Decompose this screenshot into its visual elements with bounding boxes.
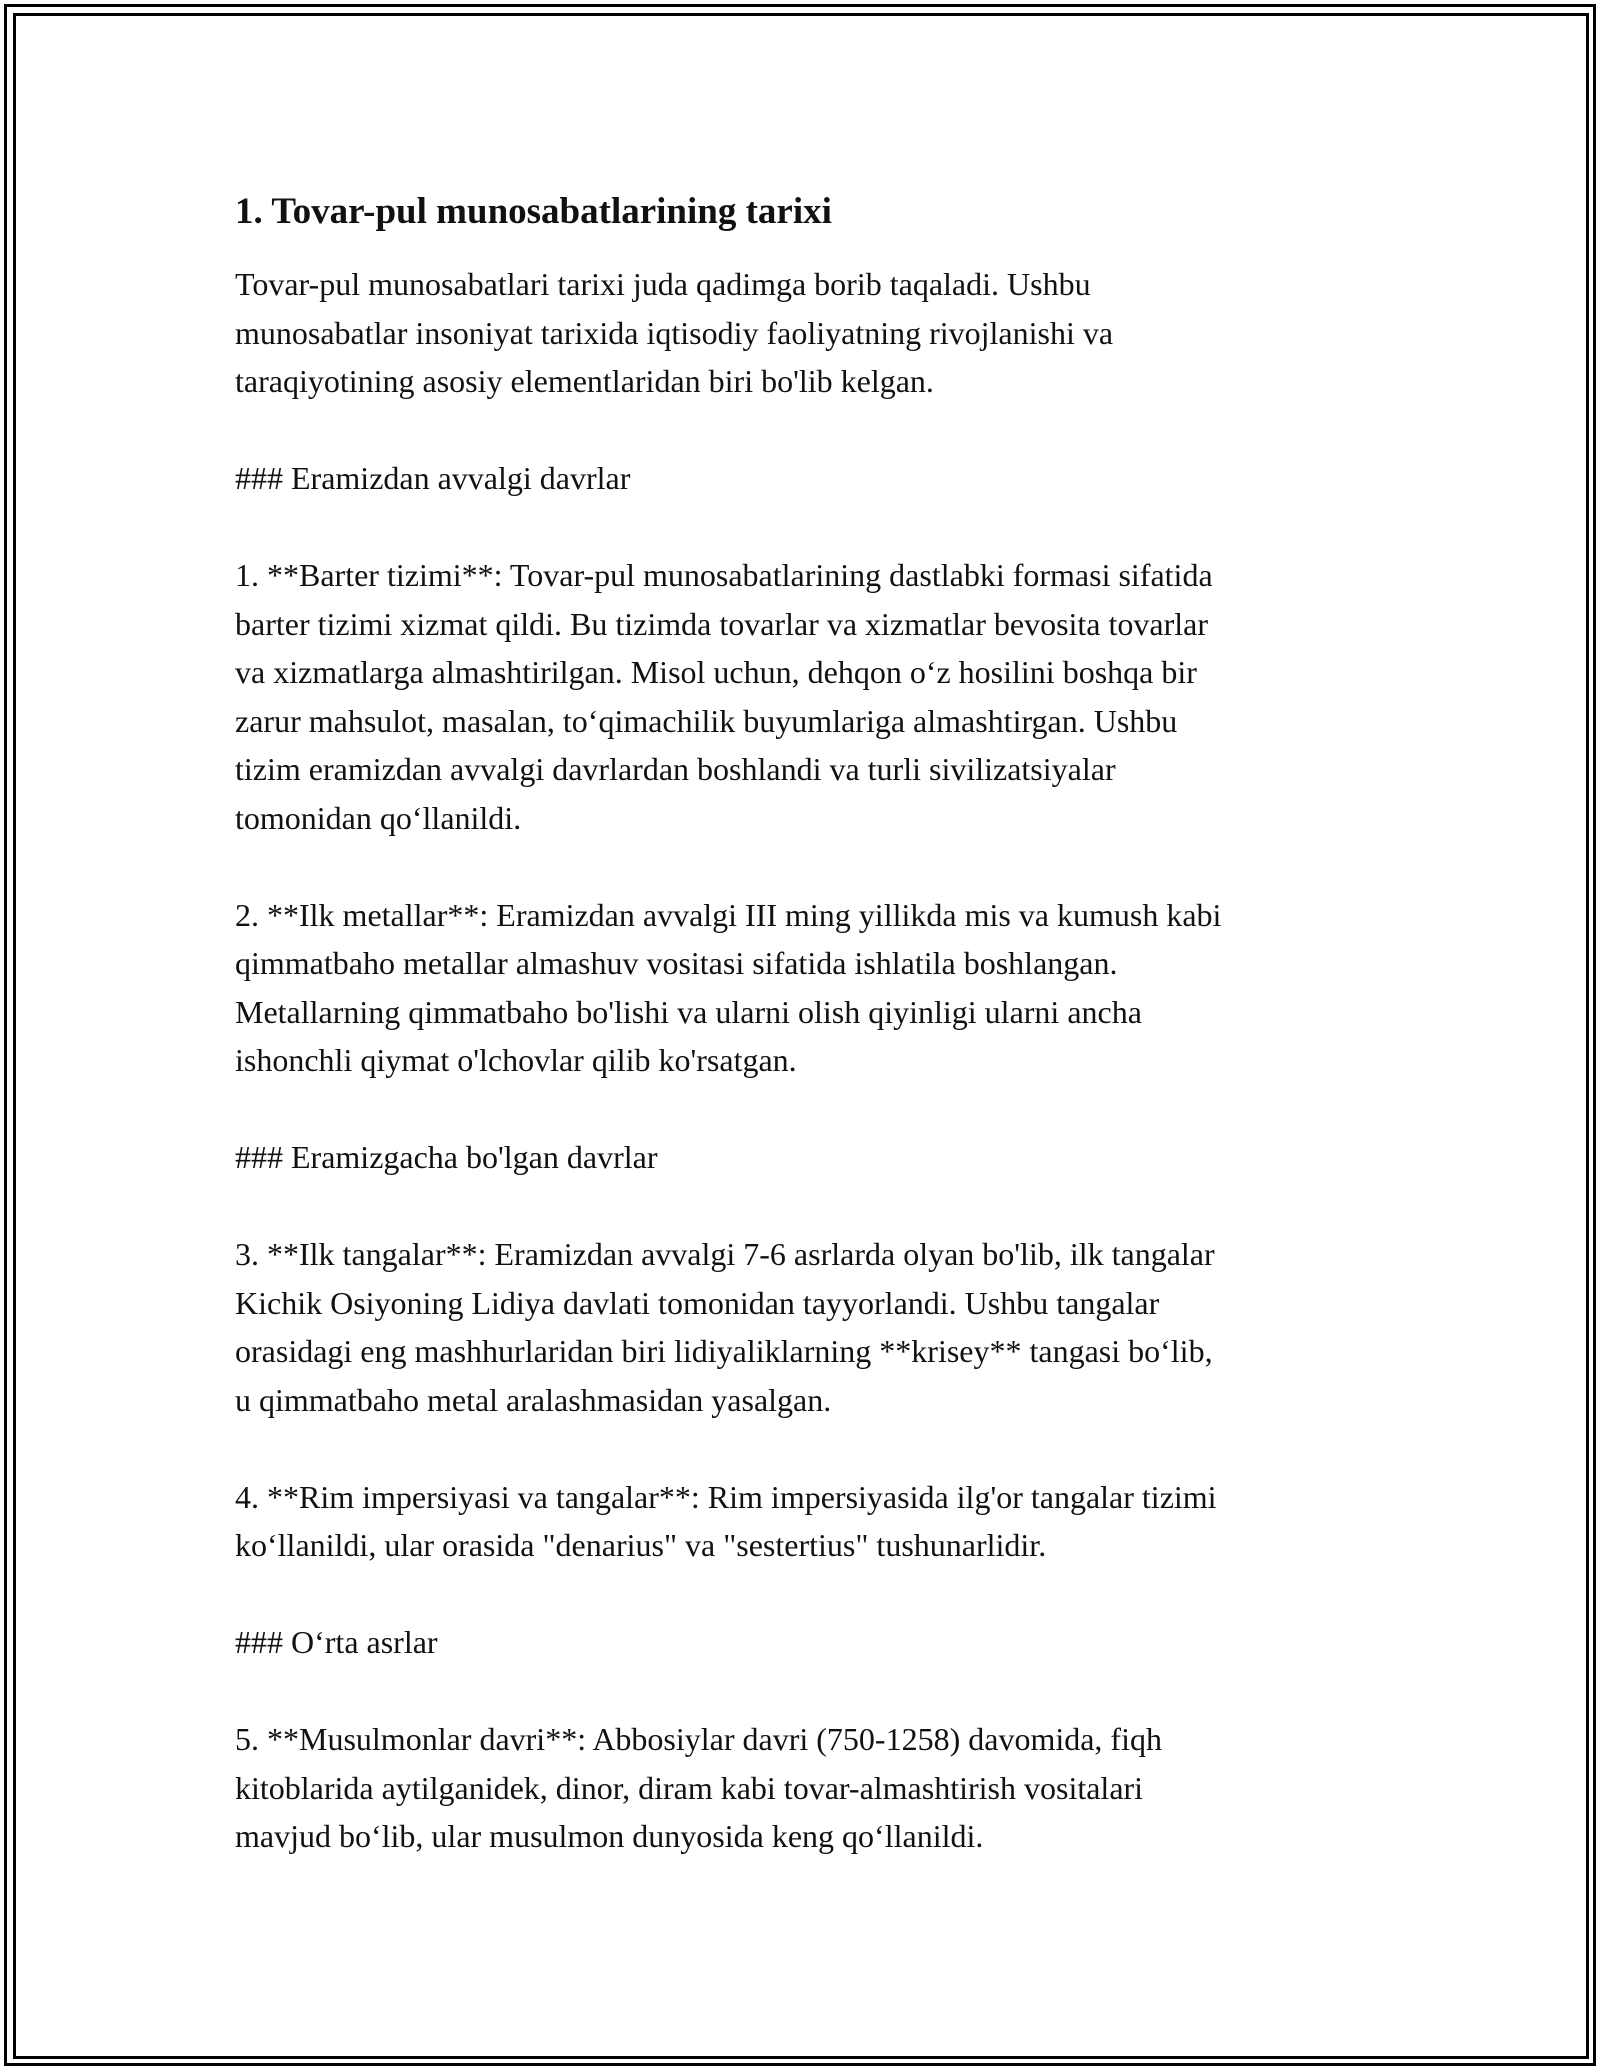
text-line: ### Eramizdan avvalgi davrlar: [235, 460, 631, 496]
document-body: [235, 188, 1385, 1909]
intro-paragraph: [235, 260, 1385, 406]
text-line: ### Eramizgacha bo'lgan davrlar: [235, 1139, 658, 1175]
paragraph-rim: [235, 1473, 1385, 1570]
document-title: 1. Tovar-pul munosabatlarining tarixi: [235, 191, 832, 232]
text-line: Metallarning qimmatbaho bo'lishi va ularni olish qiyinligi ularni ancha: [235, 993, 1142, 1030]
text-line: Kichik Osiyoning Lidiya davlati tomonidan tayyorlandi. Ushbu tangalar: [235, 1284, 1160, 1321]
text-line: kitoblarida aytilganidek, dinor, diram kabi tovar-almashtirish vositalari: [235, 1769, 1144, 1806]
text-line: tomonidan qo‘llanildi.: [235, 799, 522, 836]
text-line: mavjud bo‘lib, ular musulmon dunyosida keng qo‘llanildi.: [235, 1818, 984, 1854]
text-line: 5. **Musulmonlar davri**: Abbosiylar davri (750-1258) davomida, fiqh: [235, 1721, 1162, 1757]
paragraph-barter: [235, 551, 1385, 842]
text-line: va xizmatlarga almashtirilgan. Misol uchun, dehqon o‘z hosilini boshqa bir: [235, 654, 1197, 690]
text-line: Tovar-pul munosabatlari tarixi juda qadimga borib taqaladi. Ushbu: [235, 266, 1091, 302]
section-heading-eramizdan: [235, 454, 1385, 503]
paragraph-ilk-metallar: [235, 891, 1385, 1085]
text-line: ko‘llanildi, ular orasida "denarius" va "sestertius" tushunarlidir.: [235, 1527, 1047, 1563]
text-line: munosabatlar insoniyat tarixida iqtisodiy faoliyatning rivojlanishi va: [235, 314, 1114, 351]
text-line: tizim eramizdan avvalgi davrlardan boshlandi va turli sivilizatsiyalar: [235, 751, 1116, 787]
paragraph-ilk-tangalar: [235, 1230, 1385, 1424]
text-line: ishonchli qiymat o'lchovlar qilib ko'rsatgan.: [235, 1042, 797, 1078]
section-heading-eramizgacha: [235, 1133, 1385, 1182]
paragraph-musulmonlar: [235, 1715, 1385, 1861]
text-line: qimmatbaho metallar almashuv vositasi sifatida ishlatila boshlangan.: [235, 945, 1118, 981]
text-line: 2. **Ilk metallar**: Eramizdan avvalgi III ming yillikda mis va kumush kabi: [235, 896, 1222, 933]
text-line: 3. **Ilk tangalar**: Eramizdan avvalgi 7-6 asrlarda olyan bo'lib, ilk tangalar: [235, 1236, 1215, 1272]
text-line: barter tizimi xizmat qildi. Bu tizimda tovarlar va xizmatlar bevosita tovarlar: [235, 605, 1208, 642]
text-line: u qimmatbaho metal aralashmasidan yasalgan.: [235, 1381, 832, 1418]
section-heading-orta-asrlar: [235, 1618, 1385, 1667]
text-line: zarur mahsulot, masalan, to‘qimachilik buyumlariga almashtirgan. Ushbu: [235, 702, 1178, 739]
text-line: orasidagi eng mashhurlaridan biri lidiyaliklarning **krisey** tangasi bo‘lib,: [235, 1333, 1213, 1369]
text-line: 4. **Rim impersiyasi va tangalar**: Rim impersiyasida ilg'or tangalar tizimi: [235, 1478, 1217, 1515]
text-line: taraqiyotining asosiy elementlaridan biri bo'lib kelgan.: [235, 363, 934, 399]
text-line: ### O‘rta asrlar: [235, 1624, 438, 1660]
text-line: 1. **Barter tizimi**: Tovar-pul munosabatlarining dastlabki formasi sifatida: [235, 557, 1213, 593]
